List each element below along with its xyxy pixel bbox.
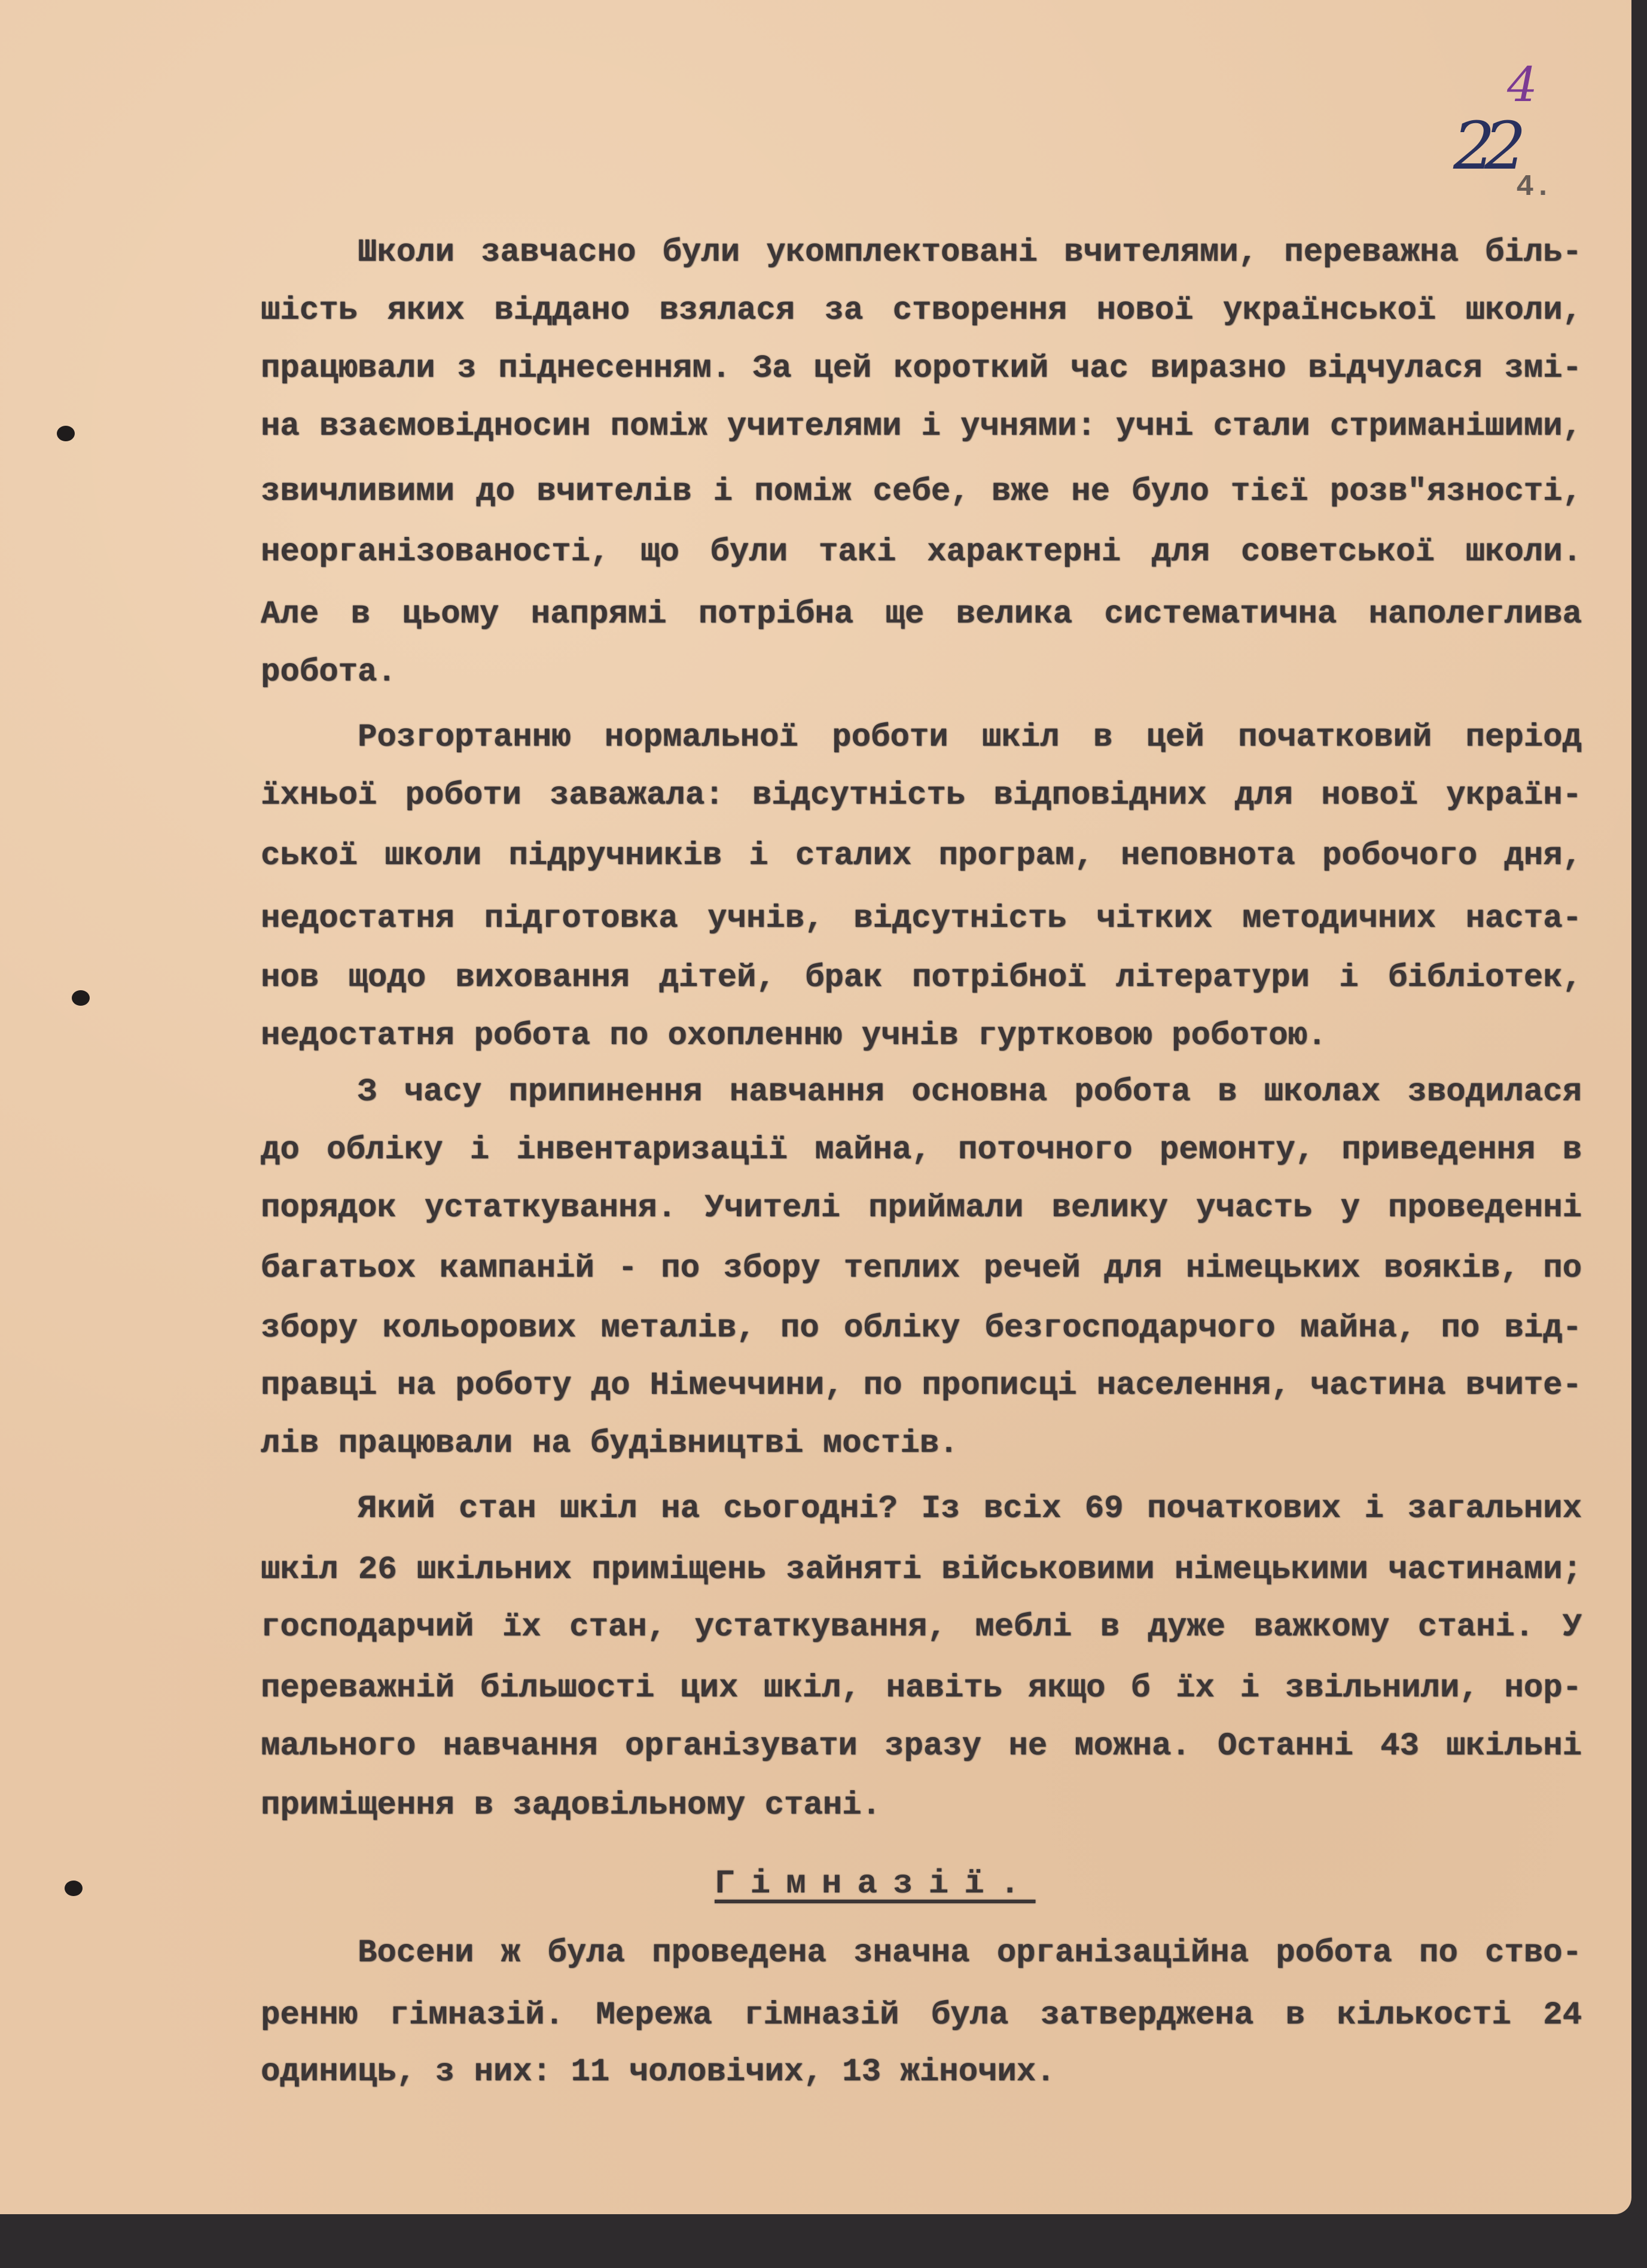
text-line: робота. (261, 654, 396, 691)
text-line: недостатня підготовка учнів, відсутність чітких методичних наста- (261, 901, 1582, 937)
text-line: порядок устаткування. Учителі приймали велику участь у проведенні (261, 1190, 1582, 1226)
text-line: звичливими до вчителів і поміж себе, вже не було тієї розв"язності, (261, 474, 1582, 510)
text-line: працювали з піднесенням. За цей короткий час виразно відчулася змі- (261, 350, 1582, 387)
text-line: Але в цьому напрямі потрібна ще велика систематична наполеглива (261, 596, 1582, 633)
text-line: до обліку і інвентаризації майна, поточного ремонту, приведення в (261, 1132, 1582, 1168)
text-line: переважній більшості цих шкіл, навіть якщо б їх і звільнили, нор- (261, 1670, 1582, 1707)
text-line: неорганізованості, що були такі характерні для советської школи. (261, 534, 1582, 570)
punch-hole (65, 1881, 83, 1896)
text-line: Восени ж була проведена значна організаційна робота по ство- (358, 1935, 1582, 1971)
punch-hole (72, 990, 90, 1006)
section-heading: Гімназії. (715, 1864, 1036, 1903)
text-line: багатьох кампаній - по збору теплих речей для німецьких вояків, по (261, 1250, 1582, 1287)
text-line: правці на роботу до Німеччини, по прописці населення, частина вчите- (261, 1367, 1582, 1404)
typed-page-number: 4. (1516, 170, 1553, 204)
text-line: З часу припинення навчання основна робота в школах зводилася (358, 1074, 1582, 1110)
text-line: лів працювали на будівництві мостів. (261, 1425, 959, 1462)
text-line: Школи завчасно були укомплектовані вчителями, переважна біль- (358, 234, 1582, 271)
text-line: збору кольорових металів, по обліку безгосподарчого майна, по від- (261, 1310, 1582, 1347)
text-line: недостатня робота по охопленню учнів гуртковою роботою. (261, 1018, 1327, 1054)
text-line: на взаємовідносин поміж учителями і учнями: учні стали стриманішими, (261, 408, 1582, 445)
text-line: Розгортанню нормальної роботи шкіл в цей початковий період (358, 719, 1582, 756)
text-line: шість яких віддано взялася за створення нової української школи, (261, 292, 1582, 329)
text-line: господарчий їх стан, устаткування, меблі в дуже важкому стані. У (261, 1609, 1582, 1646)
text-line: ренню гімназій. Мережа гімназій була затверджена в кількості 24 (261, 1997, 1582, 2034)
handwritten-folio-number: 4 (1507, 57, 1538, 112)
text-line: шкіл 26 шкільних приміщень зайняті військовими німецькими частинами; (261, 1552, 1582, 1588)
text-line: мального навчання організувати зразу не можна. Останні 43 шкільні (261, 1728, 1582, 1765)
handwritten-archive-number: 22 (1453, 108, 1515, 184)
text-line: приміщення в задовільному стані. (261, 1787, 881, 1824)
text-line: нов щодо виховання дітей, брак потрібної літератури і бібліотек, (261, 960, 1582, 996)
text-line: ської школи підручників і сталих програм, неповнота робочого дня, (261, 838, 1582, 874)
punch-hole (57, 426, 75, 441)
text-line: їхньої роботи заважала: відсутність відповідних для нової україн- (261, 777, 1582, 814)
text-line: Який стан шкіл на сьогодні? Із всіх 69 початкових і загальних (358, 1491, 1582, 1527)
text-line: одиниць, з них: 11 чоловічих, 13 жіночих. (261, 2054, 1056, 2090)
